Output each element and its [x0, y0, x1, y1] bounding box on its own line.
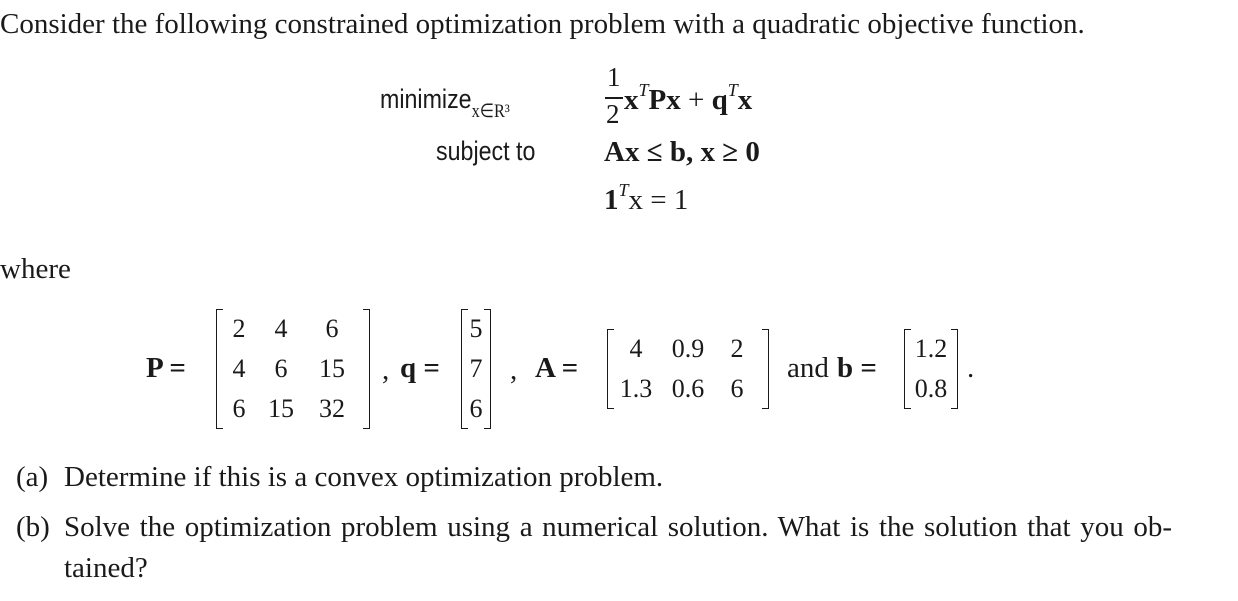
minimize-word: minimize — [380, 84, 472, 114]
P-cell: 4 — [232, 354, 246, 383]
constraint-equality — [604, 180, 689, 216]
constraint-inequalities: Ax ≤ b, x ≥ 0 — [604, 136, 760, 168]
A-label: A = — [535, 352, 579, 384]
b-vector — [906, 329, 956, 409]
question-b-text-continued: tained? — [64, 552, 148, 584]
constraint-equality-rest: x = 1 — [628, 184, 689, 216]
P-label: P = — [146, 352, 186, 384]
obj-x: x — [624, 84, 639, 116]
P-cell: 15 — [319, 354, 345, 383]
A-cell: 6 — [730, 374, 744, 403]
P-cell: 6 — [274, 354, 288, 383]
minimize-label — [380, 84, 510, 122]
A-cell: 0.6 — [671, 374, 705, 403]
P-cell: 32 — [319, 394, 345, 423]
A-cell: 1.3 — [619, 374, 653, 403]
P-cell: 6 — [232, 394, 246, 423]
objective-fraction-numerator: 1 — [607, 62, 621, 92]
question-a-marker: (a) — [16, 461, 49, 493]
b-cell: 0.8 — [914, 374, 948, 403]
obj-transpose: T — [727, 80, 738, 100]
A-matrix — [609, 329, 767, 409]
objective-expression — [624, 80, 753, 116]
obj-transpose: T — [638, 80, 649, 100]
and-text: and — [787, 352, 829, 384]
ones-vector: 1 — [604, 184, 619, 216]
objective-fraction-denominator: 2 — [606, 99, 620, 129]
A-cell: 4 — [629, 334, 643, 363]
obj-P: P — [648, 84, 667, 116]
A-cell: 2 — [730, 334, 744, 363]
P-cell: 15 — [268, 394, 294, 423]
A-cell: 0.9 — [671, 334, 705, 363]
obj-plus: + — [680, 84, 712, 116]
q-label: q = — [400, 352, 440, 384]
question-b-marker: (b) — [16, 511, 50, 543]
P-matrix — [218, 309, 368, 429]
comma-separator: , — [382, 354, 390, 386]
q-cell: 6 — [469, 394, 483, 423]
b-label: b = — [837, 352, 877, 384]
period: . — [967, 352, 975, 384]
P-cell: 2 — [232, 314, 246, 343]
b-cell: 1.2 — [914, 334, 948, 363]
minimize-subscript: x∈R³ — [471, 101, 510, 122]
obj-x: x — [737, 84, 753, 116]
P-cell: 4 — [274, 314, 288, 343]
question-a-text: Determine if this is a convex optimization problem. — [64, 461, 664, 493]
obj-q: q — [711, 84, 728, 116]
question-b-text: Solve the optimization problem using a numerical solution. What is the solution that you ob- — [64, 511, 1172, 543]
comma-separator: , — [510, 354, 518, 386]
q-cell: 7 — [469, 354, 483, 383]
q-cell: 5 — [469, 314, 483, 343]
intro-text: Consider the following constrained optimization problem with a quadratic objective function. — [0, 8, 1085, 40]
constraint-transpose: T — [618, 180, 629, 200]
q-vector — [463, 309, 489, 429]
where-label: where — [0, 253, 71, 285]
P-cell: 6 — [325, 314, 339, 343]
obj-x: x — [666, 84, 681, 116]
subject-to-label: subject to — [436, 136, 536, 166]
